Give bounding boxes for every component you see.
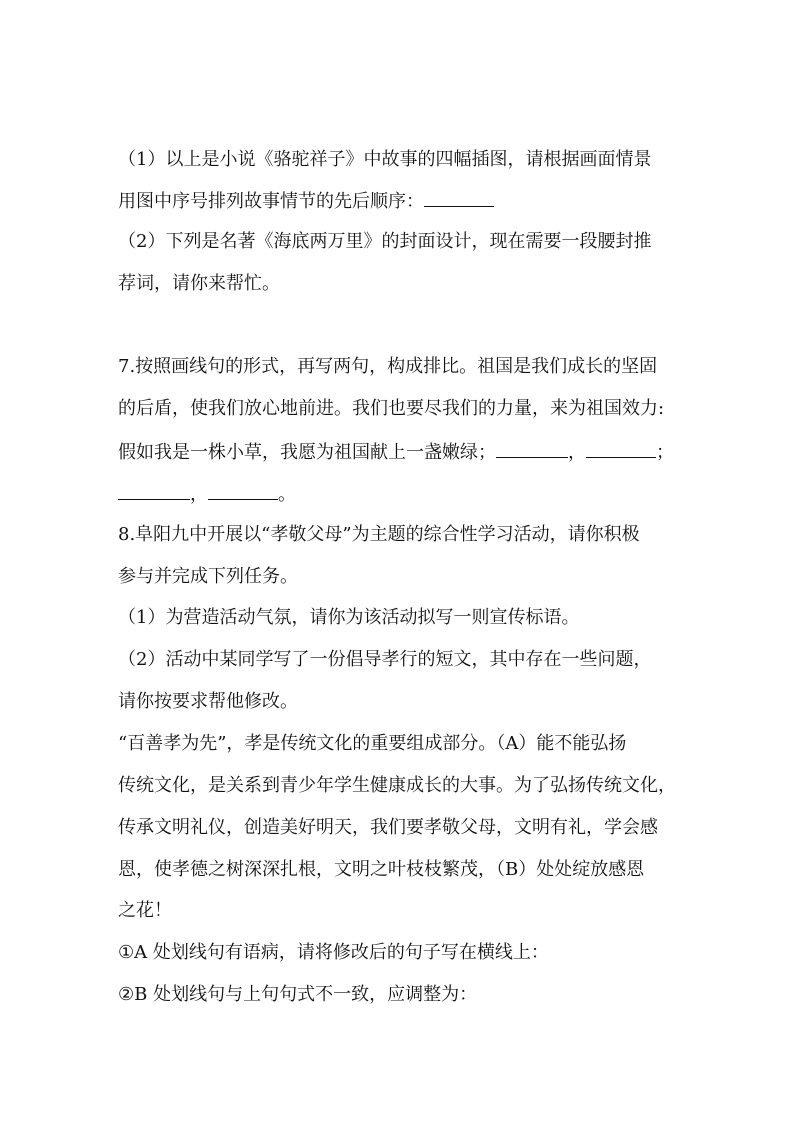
answer-blank[interactable] bbox=[424, 188, 494, 207]
period: 。 bbox=[278, 484, 296, 505]
semicolon: ； bbox=[656, 442, 674, 463]
q8-line2: 参与并完成下列任务。 bbox=[118, 566, 298, 587]
q6-part1-line2-text: 用图中序号排列故事情节的先后顺序： bbox=[118, 191, 424, 212]
q7-line3 bbox=[118, 439, 674, 465]
q6-part2-line1: （2）下列是名著《海底两万里》的封面设计，现在需要一段腰封推 bbox=[118, 231, 652, 252]
q7-line4 bbox=[118, 481, 296, 507]
q6-part1-line1: （1）以上是小说《骆驼祥子》中故事的四幅插图，请根据画面情景 bbox=[118, 149, 652, 170]
q7-line1: 7.按照画线句的形式，再写两句，构成排比。祖国是我们成长的坚固 bbox=[118, 356, 658, 377]
q6-part2-line2: 荐词，请你来帮忙。 bbox=[118, 273, 280, 294]
q7-line2: 的后盾，使我们放心地前进。我们也要尽我们的力量，来为祖国效力: bbox=[118, 398, 665, 419]
q7-line3-text: 假如我是一株小草，我愿为祖国献上一盏嫩绿； bbox=[118, 442, 496, 463]
answer-blank[interactable] bbox=[208, 481, 278, 500]
passage-line: “百善孝为先”，孝是传统文化的重要组成部分。（A）能不能弘扬 bbox=[118, 733, 627, 754]
q8-line1: 8.阜阳九中开展以“孝敬父母”为主题的综合性学习活动，请你积极 bbox=[118, 524, 640, 545]
q8-sub2-line2: 请你按要求帮他修改。 bbox=[118, 691, 298, 712]
answer-blank[interactable] bbox=[496, 439, 568, 458]
q8-task2: ②B 处划线句与上句句式不一致，应调整为： bbox=[118, 984, 478, 1005]
answer-blank[interactable] bbox=[586, 439, 656, 458]
passage-line: 传统文化，是关系到青少年学生健康成长的大事。为了弘扬传统文化， bbox=[118, 775, 676, 796]
comma: ， bbox=[190, 484, 208, 505]
q8-task1: ①A 处划线句有语病，请将修改后的句子写在横线上： bbox=[118, 942, 549, 963]
q8-sub1: （1）为营造活动气氛，请你为该活动拟写一则宣传标语。 bbox=[118, 607, 580, 628]
passage-line: 传承文明礼仪，创造美好明天，我们要孝敬父母，文明有礼，学会感 bbox=[118, 817, 658, 838]
passage-line: 之花！ bbox=[118, 900, 172, 921]
answer-blank[interactable] bbox=[118, 481, 190, 500]
q6-part1-line2 bbox=[118, 188, 494, 214]
passage-line: 恩，使孝德之树深深扎根，文明之叶枝枝繁茂，（B）处处绽放感恩 bbox=[118, 859, 645, 880]
q8-sub2-line1: （2）活动中某同学写了一份倡导孝行的短文，其中存在一些问题， bbox=[118, 649, 652, 670]
comma: ， bbox=[568, 442, 586, 463]
